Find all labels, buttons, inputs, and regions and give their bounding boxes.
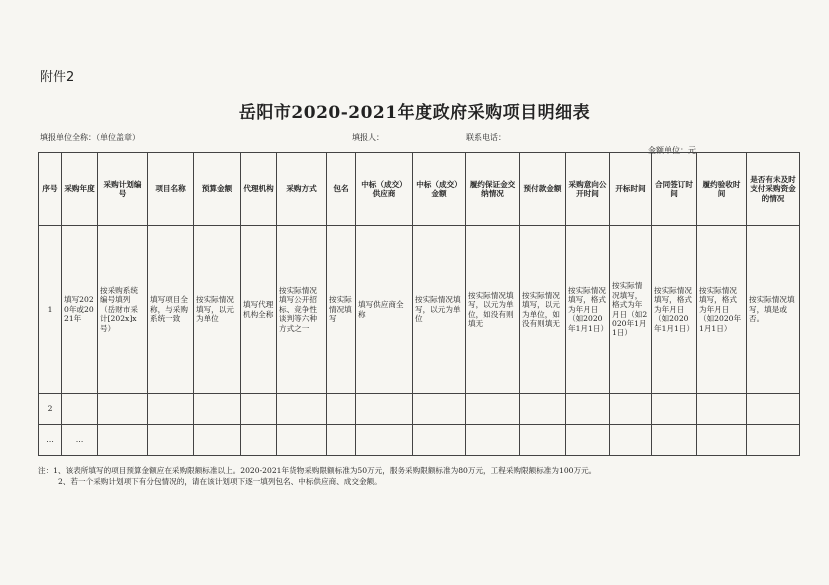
header-cell: 代理机构	[241, 153, 277, 226]
table-cell	[241, 394, 277, 425]
table-cell	[413, 394, 466, 425]
table-cell	[566, 394, 610, 425]
table-cell	[62, 394, 98, 425]
table-row	[39, 425, 800, 456]
table-cell	[98, 425, 148, 456]
reporter-label: 填报人：	[352, 133, 384, 142]
table-cell	[520, 394, 566, 425]
table-cell: 按采购系统编号填列（岳财市采计[202x]x号）	[98, 226, 148, 394]
table-cell	[520, 425, 566, 456]
footnotes	[38, 465, 596, 488]
unit-label: 填报单位全称：（单位盖章）	[40, 133, 140, 142]
table-cell: 按实际情况填写，以元为单位，如没有则填无	[520, 226, 566, 394]
table-cell	[241, 425, 277, 456]
table-cell	[566, 425, 610, 456]
table-cell	[697, 394, 747, 425]
header-row	[39, 153, 800, 226]
table-cell	[148, 425, 194, 456]
header-cell: 采购方式	[277, 153, 327, 226]
procurement-table	[38, 152, 800, 456]
table-row	[39, 226, 800, 394]
table-cell: …	[39, 425, 62, 456]
table-cell	[652, 394, 697, 425]
table-cell	[466, 425, 520, 456]
header-cell: 开标时间	[610, 153, 652, 226]
header-cell: 预付款金额	[520, 153, 566, 226]
table-cell: 按实际情况填写，格式为年月日（如2020年1月1日）	[566, 226, 610, 394]
table-cell	[148, 394, 194, 425]
header-cell: 采购意向公开时间	[566, 153, 610, 226]
header-cell: 项目名称	[148, 153, 194, 226]
table-cell	[277, 425, 327, 456]
table-cell: 按实际情况填写，格式为年月日（如2020年1月1日）	[610, 226, 652, 394]
header-cell: 预算金额	[194, 153, 241, 226]
header-cell: 合同签订时间	[652, 153, 697, 226]
table-cell: 填写代理机构全称	[241, 226, 277, 394]
table-cell: 1	[39, 226, 62, 394]
table-cell	[610, 425, 652, 456]
table-cell: 按实际情况填写，格式为年月日（如2020年1月1日）	[697, 226, 747, 394]
table-cell	[697, 425, 747, 456]
table-cell	[356, 425, 413, 456]
header-cell: 采购年度	[62, 153, 98, 226]
table-cell	[327, 394, 356, 425]
table-cell: …	[62, 425, 98, 456]
table-row	[39, 394, 800, 425]
table-cell: 按实际情况填写，以元为单位	[413, 226, 466, 394]
amount-unit: 金额单位：元	[648, 146, 696, 155]
table-cell	[466, 394, 520, 425]
table-cell: 2	[39, 394, 62, 425]
table-cell: 按实际情况填写，格式为年月日（如2020年1月1日）	[652, 226, 697, 394]
table-cell	[98, 394, 148, 425]
table-cell: 填写2020年或2021年	[62, 226, 98, 394]
attachment-label: 附件2	[40, 70, 75, 85]
table-cell	[610, 394, 652, 425]
header-cell: 中标（成交）供应商	[356, 153, 413, 226]
header-cell: 包名	[327, 153, 356, 226]
note-2: 2、若一个采购计划项下有分包情况的，请在该计划项下逐一填列包名、中标供应商、成交金额。	[58, 477, 382, 487]
header-cell: 是否有未及时支付采购资金的情况	[747, 153, 800, 226]
header-cell: 采购计划编号	[98, 153, 148, 226]
table-cell	[747, 394, 800, 425]
table-cell: 按实际情况填写	[327, 226, 356, 394]
table-cell	[277, 394, 327, 425]
header-cell: 序号	[39, 153, 62, 226]
header-cell: 履约验收时间	[697, 153, 747, 226]
table-cell: 填写项目全称，与采购系统一致	[148, 226, 194, 394]
table-cell: 按实际情况填写，以元为单位，如没有则填无	[466, 226, 520, 394]
header-cell: 履约保证金交纳情况	[466, 153, 520, 226]
table-cell	[194, 394, 241, 425]
table-cell	[356, 394, 413, 425]
phone-label: 联系电话：	[466, 133, 506, 142]
table-cell: 按实际情况填写，以元为单位	[194, 226, 241, 394]
header-cell: 中标（成交）金额	[413, 153, 466, 226]
table-cell	[652, 425, 697, 456]
table-cell: 按实际情况填写公开招标、竞争性谈判等六种方式之一	[277, 226, 327, 394]
table-cell	[194, 425, 241, 456]
table-cell: 按实际情况填写，填是或否。	[747, 226, 800, 394]
note-1: 注：1、该表所填写的项目预算金额应在采购限额标准以上。2020-2021年货物采购限额标准为50万元，服务采购限额标准为80万元，工程采购限额标准为100万元。	[38, 466, 597, 475]
table-cell: 填写供应商全称	[356, 226, 413, 394]
page-title: 岳阳市2020-2021年度政府采购项目明细表	[238, 103, 591, 123]
table-cell	[327, 425, 356, 456]
table-cell	[413, 425, 466, 456]
table-cell	[747, 425, 800, 456]
